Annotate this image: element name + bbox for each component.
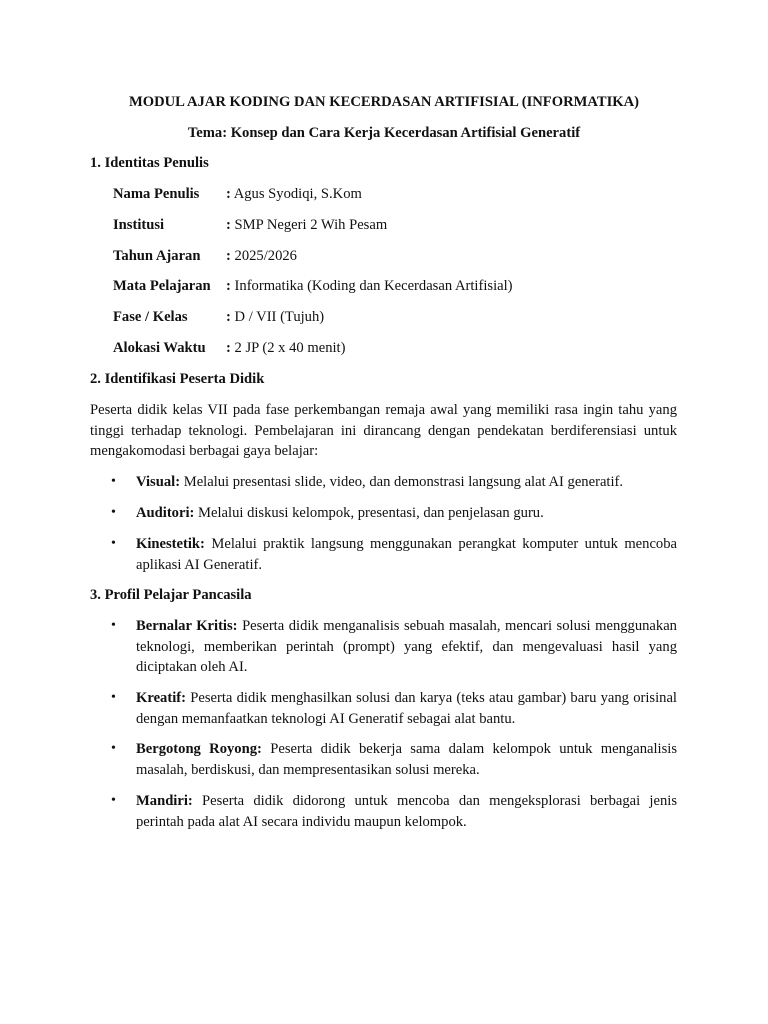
section-2-paragraph: Peserta didik kelas VII pada fase perkembangan remaja awal yang memiliki rasa ingin tahu yang tinggi terhadap teknologi. Pembelajaran ini dirancang dengan pendekatan berdiferensiasi untuk mengakomodasi berbagai gaya belajar:	[90, 402, 677, 459]
identity-value-tahun-ajaran	[226, 246, 297, 266]
list-item-visual	[136, 472, 677, 493]
identity-value-text: Informatika (Koding dan Kecerdasan Artifisial)	[234, 278, 513, 294]
bullet-icon: •	[111, 618, 116, 633]
identity-value-text: 2 JP (2 x 40 menit)	[234, 340, 346, 356]
list-item-text: Melalui diskusi kelompok, presentasi, dan penjelasan guru.	[198, 505, 544, 521]
bullet-icon: •	[111, 690, 116, 705]
list-item-text: Peserta didik menganalisis sebuah masalah, mencari solusi menggunakan teknologi, memberikan perintah (prompt) yang efektif, dan mengevaluasi hasil yang diciptakan oleh AI.	[136, 618, 677, 675]
list-item-term: Mandiri:	[136, 793, 193, 809]
list-item-text: Melalui praktik langsung menggunakan perangkat komputer untuk mencoba aplikasi AI Generatif.	[136, 536, 677, 573]
identity-value-text: 2025/2026	[234, 248, 297, 264]
list-item-kreatif	[136, 688, 677, 729]
list-item-bergotong-royong	[136, 739, 677, 780]
identity-separator: :	[226, 217, 231, 233]
section-3-heading: 3. Profil Pelajar Pancasila	[90, 587, 252, 603]
identity-value-text: Agus Syodiqi, S.Kom	[233, 186, 362, 202]
identity-label-mata-pelajaran: Mata Pelajaran	[113, 278, 211, 294]
identity-separator: :	[226, 248, 231, 264]
list-item-kinestetik	[136, 534, 677, 575]
bullet-icon: •	[111, 793, 116, 808]
identity-label-alokasi-waktu: Alokasi Waktu	[113, 340, 206, 356]
list-item-text: Melalui presentasi slide, video, dan demonstrasi langsung alat AI generatif.	[183, 474, 624, 490]
identity-value-nama-penulis	[226, 184, 362, 204]
list-item-auditori	[136, 503, 677, 524]
bullet-icon: •	[111, 536, 116, 551]
identity-separator: :	[226, 340, 231, 356]
identity-value-fase-kelas	[226, 307, 324, 327]
list-item-term: Kreatif:	[136, 690, 186, 706]
list-item-term: Bernalar Kritis:	[136, 618, 238, 634]
identity-label-fase-kelas: Fase / Kelas	[113, 309, 188, 325]
identity-value-alokasi-waktu	[226, 338, 345, 358]
identity-value-mata-pelajaran	[226, 276, 513, 296]
list-item-text: Peserta didik didorong untuk mencoba dan mengeksplorasi berbagai jenis perintah pada alat AI secara individu maupun kelompok.	[136, 793, 677, 830]
list-item-mandiri	[136, 791, 677, 832]
list-item-term: Bergotong Royong:	[136, 741, 262, 757]
identity-separator: :	[226, 186, 231, 202]
identity-value-institusi	[226, 215, 387, 235]
section-2-heading: 2. Identifikasi Peserta Didik	[90, 371, 265, 387]
list-item-term: Auditori:	[136, 505, 195, 521]
list-item-text: Peserta didik menghasilkan solusi dan karya (teks atau gambar) baru yang orisinal dengan memanfaatkan teknologi AI Generatif sebagai alat bantu.	[136, 690, 677, 727]
identity-separator: :	[226, 309, 231, 325]
identity-label-nama-penulis: Nama Penulis	[113, 186, 200, 202]
bullet-icon: •	[111, 741, 116, 756]
identity-label-tahun-ajaran: Tahun Ajaran	[113, 248, 201, 264]
document-theme: Tema: Konsep dan Cara Kerja Kecerdasan Artifisial Generatif	[187, 125, 581, 141]
list-item-text: Peserta didik bekerja sama dalam kelompok untuk menganalisis masalah, berdiskusi, dan mempresentasikan solusi mereka.	[136, 741, 677, 778]
list-item-term: Visual:	[136, 474, 181, 490]
list-item-bernalar-kritis	[136, 616, 677, 678]
identity-value-text: D / VII (Tujuh)	[234, 309, 325, 325]
identity-value-text: SMP Negeri 2 Wih Pesam	[234, 217, 388, 233]
list-item-term: Kinestetik:	[136, 536, 205, 552]
identity-separator: :	[226, 278, 231, 294]
bullet-icon: •	[111, 474, 116, 489]
identity-label-institusi: Institusi	[113, 217, 165, 233]
bullet-icon: •	[111, 505, 116, 520]
document-title: MODUL AJAR KODING DAN KECERDASAN ARTIFISIAL (INFORMATIKA)	[128, 94, 640, 110]
section-1-heading: 1. Identitas Penulis	[90, 155, 209, 171]
